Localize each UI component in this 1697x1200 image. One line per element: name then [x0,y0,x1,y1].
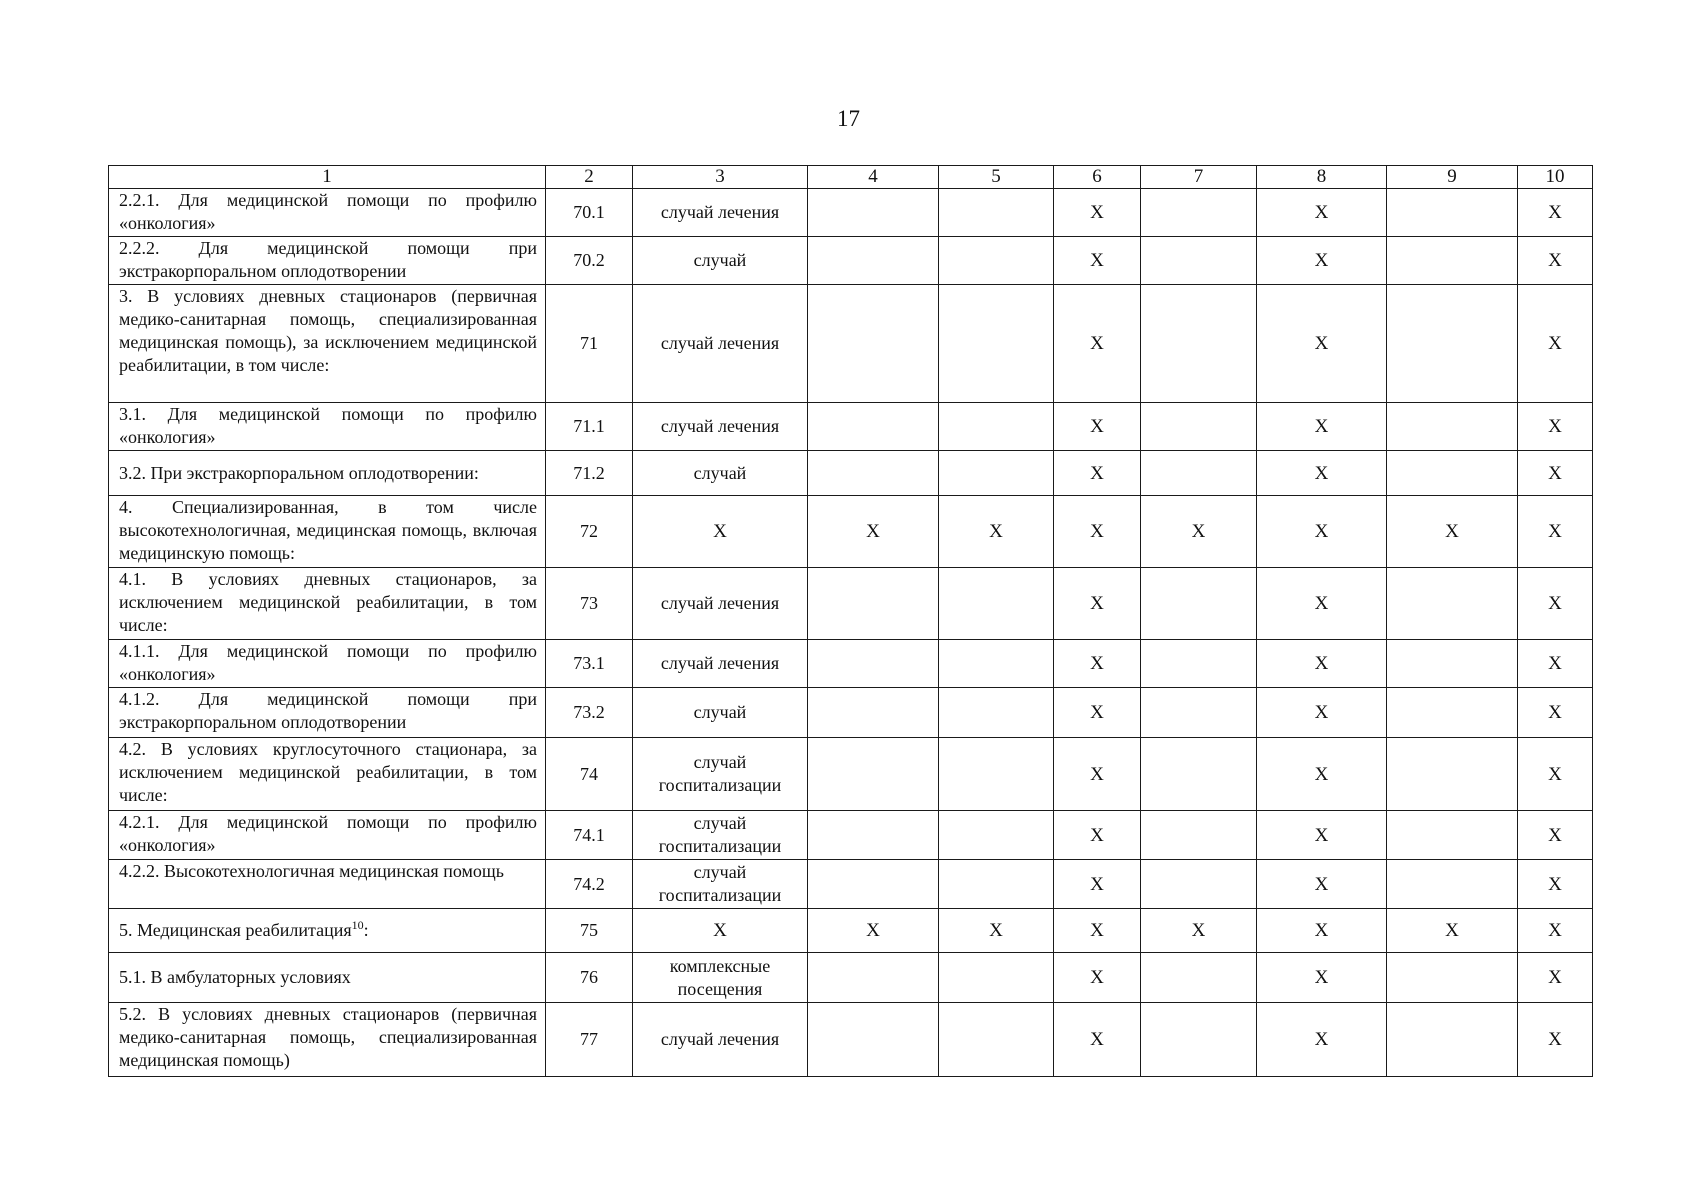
cell [939,1003,1054,1077]
row-unit: случай лечения [633,189,808,237]
row-code: 75 [546,909,633,953]
row-name: 5.1. В амбулаторных условиях [109,953,546,1003]
row-name: 4.2.1. Для медицинской помощи по профилю «онкология» [109,811,546,860]
row-code: 72 [546,496,633,568]
row-code: 70.1 [546,189,633,237]
row-name: 2.2.2. Для медицинской помощи при экстракорпоральном оплодотворении [109,237,546,285]
table-row [109,909,1593,953]
cell [1387,738,1518,811]
cell: X [1518,953,1593,1003]
cell [939,953,1054,1003]
cell: X [1518,403,1593,451]
cell [808,237,939,285]
cell [808,189,939,237]
cell: X [1257,568,1387,640]
row-name: 4.1.1. Для медицинской помощи по профилю «онкология» [109,640,546,688]
cell: X [1518,738,1593,811]
column-header: 5 [939,166,1054,189]
row-name: 4.1.2. Для медицинской помощи при экстракорпоральном оплодотворении [109,688,546,738]
cell [808,860,939,909]
data-table [108,165,1593,1077]
cell: X [1518,237,1593,285]
cell: X [939,909,1054,953]
cell: X [1518,860,1593,909]
cell: X [1257,189,1387,237]
row-name-suffix: : [363,920,369,940]
row-code: 74.1 [546,811,633,860]
cell: X [808,909,939,953]
cell [1141,189,1257,237]
table-row [109,496,1593,568]
row-unit: случай лечения [633,640,808,688]
table-row [109,568,1593,640]
cell [808,640,939,688]
cell [1387,237,1518,285]
footnote-mark: 10 [351,918,364,932]
cell: X [1054,811,1141,860]
cell [1387,953,1518,1003]
cell: X [1257,738,1387,811]
cell [1141,451,1257,496]
row-unit: случай лечения [633,568,808,640]
cell [939,451,1054,496]
table-row [109,953,1593,1003]
cell [808,568,939,640]
row-code: 74.2 [546,860,633,909]
cell [939,738,1054,811]
row-code: 71.2 [546,451,633,496]
table-row [109,688,1593,738]
cell: X [1054,640,1141,688]
row-name [109,909,546,953]
cell: X [1054,403,1141,451]
column-header: 2 [546,166,633,189]
column-header: 8 [1257,166,1387,189]
cell [808,738,939,811]
cell [1387,403,1518,451]
cell [808,953,939,1003]
row-unit: случай лечения [633,285,808,403]
row-unit: случай лечения [633,403,808,451]
cell [939,403,1054,451]
row-code: 76 [546,953,633,1003]
cell [808,451,939,496]
cell [808,688,939,738]
cell [808,285,939,403]
column-header: 7 [1141,166,1257,189]
column-header: 10 [1518,166,1593,189]
cell [1141,568,1257,640]
row-name-text: 5. Медицинская реабилитация [119,920,352,940]
cell [1387,640,1518,688]
cell: X [1257,688,1387,738]
row-unit: X [633,909,808,953]
cell: X [1054,688,1141,738]
cell: X [1518,811,1593,860]
cell [1387,688,1518,738]
row-unit: случай [633,688,808,738]
cell: X [1518,189,1593,237]
cell: X [1054,568,1141,640]
row-name: 4.1. В условиях дневных стационаров, за исключением медицинской реабилитации, в том числе: [109,568,546,640]
cell [1141,1003,1257,1077]
cell: X [1257,953,1387,1003]
cell: X [1518,640,1593,688]
table-row [109,1003,1593,1077]
row-code: 71 [546,285,633,403]
cell [1141,403,1257,451]
column-header: 6 [1054,166,1141,189]
cell: X [1257,1003,1387,1077]
cell [939,568,1054,640]
row-name: 3. В условиях дневных стационаров (первичная медико-санитарная помощь, специализированная медицинская помощь), за исключением медицинской реабилитации, в том числе: [109,285,546,403]
cell: X [1257,237,1387,285]
cell: X [1257,496,1387,568]
table-row [109,189,1593,237]
cell: X [1054,1003,1141,1077]
cell: X [1518,285,1593,403]
cell: X [1518,688,1593,738]
row-code: 71.1 [546,403,633,451]
row-unit: X [633,496,808,568]
cell: X [1257,909,1387,953]
row-name: 3.1. Для медицинской помощи по профилю «онкология» [109,403,546,451]
row-unit: случай [633,237,808,285]
cell [1141,860,1257,909]
table-row [109,403,1593,451]
cell [939,811,1054,860]
table-row [109,285,1593,403]
row-code: 73.2 [546,688,633,738]
row-name: 3.2. При экстракорпоральном оплодотворении: [109,451,546,496]
cell [1387,285,1518,403]
cell [808,403,939,451]
cell [1387,1003,1518,1077]
cell [1141,237,1257,285]
cell: X [808,496,939,568]
cell: X [1257,860,1387,909]
cell: X [1054,909,1141,953]
cell: X [1054,738,1141,811]
row-unit: случай госпитализации [633,860,808,909]
cell: X [1054,237,1141,285]
row-code: 77 [546,1003,633,1077]
cell [1141,811,1257,860]
cell: X [1257,640,1387,688]
row-code: 73 [546,568,633,640]
cell: X [1054,953,1141,1003]
cell [939,189,1054,237]
row-code: 70.2 [546,237,633,285]
cell: X [1054,451,1141,496]
cell [1141,640,1257,688]
column-header: 9 [1387,166,1518,189]
row-code: 73.1 [546,640,633,688]
cell: X [1054,285,1141,403]
cell [1387,860,1518,909]
table-row [109,860,1593,909]
cell: X [1518,496,1593,568]
cell: X [939,496,1054,568]
column-header: 1 [109,166,546,189]
cell [1141,953,1257,1003]
cell: X [1054,189,1141,237]
cell: X [1257,811,1387,860]
cell [808,1003,939,1077]
table-row [109,451,1593,496]
row-name: 4.2.2. Высокотехнологичная медицинская помощь [109,860,546,909]
table-row [109,237,1593,285]
cell [939,860,1054,909]
row-unit: случай госпитализации [633,738,808,811]
cell [1387,568,1518,640]
table-row [109,738,1593,811]
table-row [109,811,1593,860]
cell [1141,688,1257,738]
column-header: 4 [808,166,939,189]
row-name: 4. Специализированная, в том числе высокотехнологичная, медицинская помощь, включая медицинскую помощь: [109,496,546,568]
cell: X [1387,496,1518,568]
cell [1387,451,1518,496]
cell: X [1257,285,1387,403]
column-header: 3 [633,166,808,189]
cell: X [1518,909,1593,953]
cell [1141,738,1257,811]
cell: X [1518,1003,1593,1077]
cell [939,640,1054,688]
row-unit: случай [633,451,808,496]
cell [1141,285,1257,403]
row-name: 5.2. В условиях дневных стационаров (первичная медико-санитарная помощь, специализированная медицинская помощь) [109,1003,546,1077]
cell: X [1518,451,1593,496]
row-name: 2.2.1. Для медицинской помощи по профилю «онкология» [109,189,546,237]
cell: X [1054,496,1141,568]
cell: X [1518,568,1593,640]
row-code: 74 [546,738,633,811]
cell [939,237,1054,285]
row-unit: случай госпитализации [633,811,808,860]
cell: X [1257,451,1387,496]
cell: X [1141,496,1257,568]
header-row [109,166,1593,189]
cell [1387,189,1518,237]
row-name: 4.2. В условиях круглосуточного стационара, за исключением медицинской реабилитации, в том числе: [109,738,546,811]
row-unit: комплексные посещения [633,953,808,1003]
row-unit: случай лечения [633,1003,808,1077]
page-number: 17 [837,106,860,131]
cell [1387,811,1518,860]
cell: X [1141,909,1257,953]
cell: X [1257,403,1387,451]
cell [939,688,1054,738]
cell [939,285,1054,403]
cell [808,811,939,860]
cell: X [1054,860,1141,909]
cell: X [1387,909,1518,953]
table-row [109,640,1593,688]
